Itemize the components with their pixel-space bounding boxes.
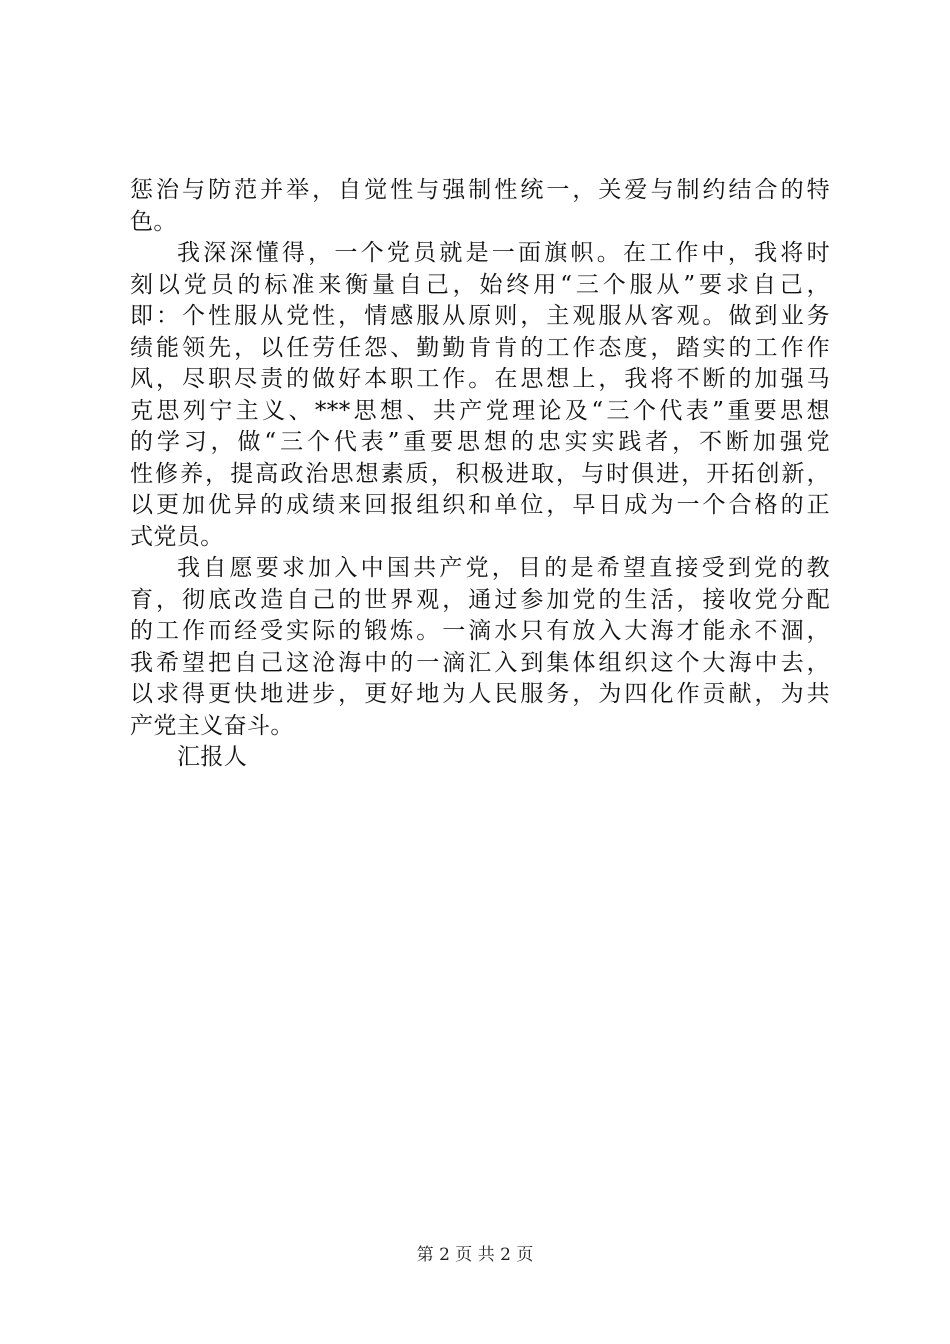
text-line: 产党主义奋斗。 [130,712,294,739]
paragraph [130,175,830,238]
paragraph [130,238,830,553]
page-footer [0,1244,950,1266]
text-line: 即：个性服从党性，情感服从原则，主观服从客观。做到业务 [130,303,830,329]
text-line: 风，尽职尽责的做好本职工作。在思想上，我将不断的加强马 [130,366,830,392]
text-line: 我希望把自己这沧海中的一滴汇入到集体组织这个大海中去， [130,649,830,676]
text-line: 育，彻底改造自己的世界观，通过参加党的生活，接收党分配 [130,586,830,613]
text-line: 刻以党员的标准来衡量自己，始终用“三个服从”要求自己， [130,271,830,298]
text-line: 色。 [130,208,177,235]
reporter-label: 汇报人 [177,744,248,770]
text-line: 以更加优异的成绩来回报组织和单位，早日成为一个合格的正 [130,492,830,518]
text-line: 的工作而经受实际的锻炼。一滴水只有放入大海才能永不涸， [130,618,830,644]
text-line: 式党员。 [130,523,224,550]
text-line: 我深深懂得，一个党员就是一面旗帜。在工作中，我将时 [177,240,830,266]
paragraph [130,553,830,742]
page-number: 第 2 页 共 2 页 [416,1245,534,1265]
text-line: 以求得更快地进步，更好地为人民服务，为四化作贡献，为共 [130,681,830,707]
text-line: 惩治与防范并举，自觉性与强制性统一，关爱与制约结合的特 [130,177,830,203]
text-line: 的学习，做“三个代表”重要思想的忠实实践者，不断加强党 [130,429,830,455]
signature-paragraph [130,742,830,774]
document-body [130,175,830,774]
text-line: 性修养，提高政治思想素质，积极进取，与时俱进，开拓创新， [130,460,830,487]
text-line: 绩能领先，以任劳任怨、勤勤肯肯的工作态度，踏实的工作作 [130,334,830,361]
text-line: 克思列宁主义、***思想、共产党理论及“三个代表”重要思想 [130,397,830,424]
text-line: 我自愿要求加入中国共产党，目的是希望直接受到党的教 [177,555,830,581]
